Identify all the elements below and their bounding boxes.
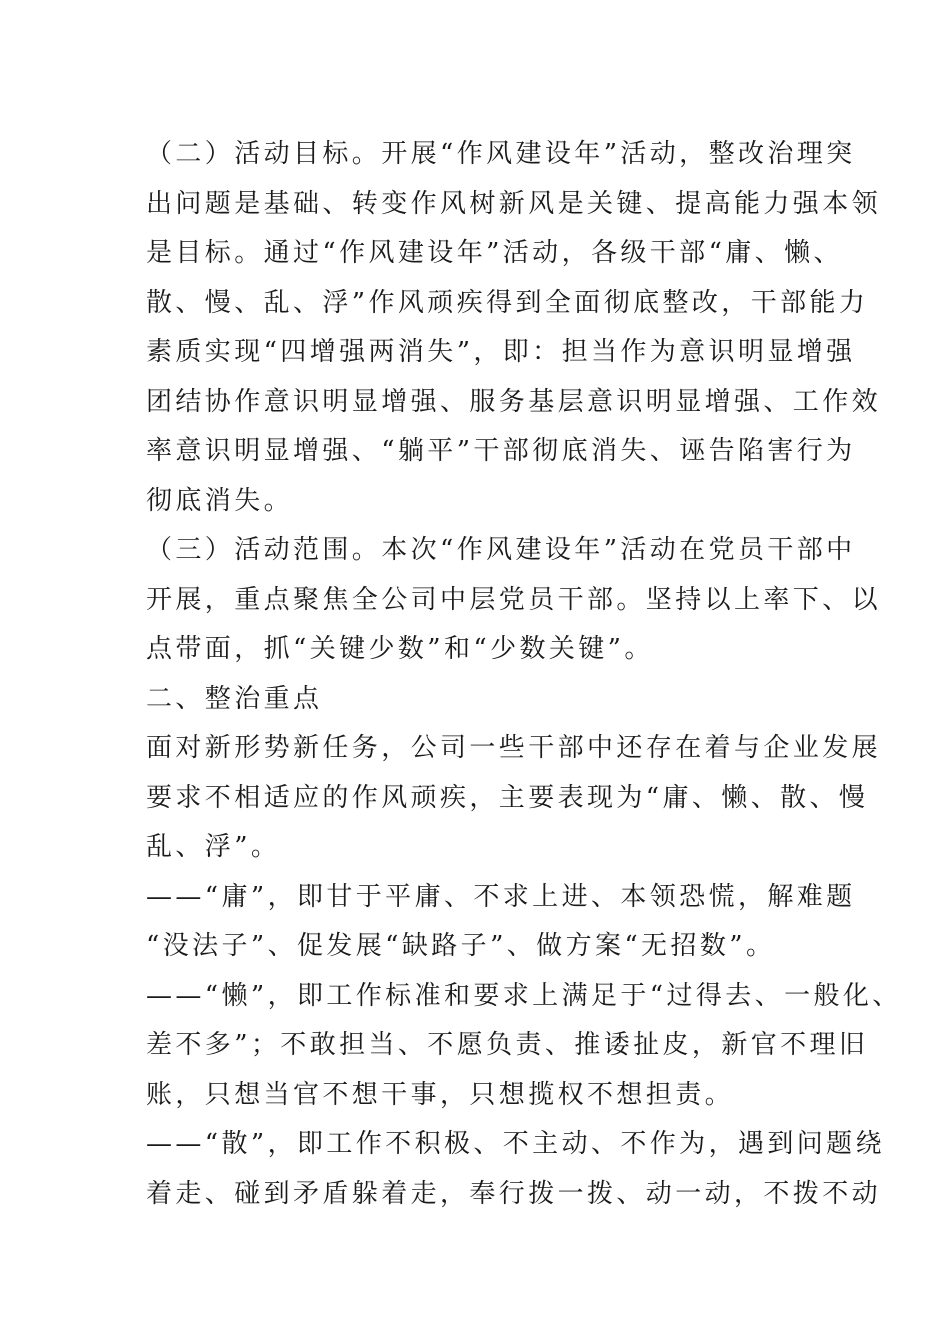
text-line: 要求不相适应的作风顽疾，主要表现为“庸、懒、散、慢	[146, 782, 869, 813]
text-line: 是目标。通过“作风建设年”活动，各级干部“庸、懒、	[146, 238, 843, 268]
text-line: 率意识明显增强、“躺平”干部彻底消失、诬告陷害行为	[146, 436, 856, 466]
text-line: （二）活动目标。开展“作风建设年”活动，整改治理突	[146, 139, 856, 169]
text-line: 彻底消失。	[146, 485, 294, 516]
section-heading: 二、整治重点	[146, 683, 323, 714]
text-line: ——“庸”，即甘于平庸、不求上进、本领恐慌，解难题	[146, 881, 856, 912]
text-line: 账，只想当官不想干事，只想揽权不想担责。	[146, 1079, 735, 1110]
text-line: 差不多”；不敢担当、不愿负责、推诿扯皮，新官不理旧	[146, 1030, 869, 1060]
text-line: “没法子”、促发展“缺路子”、做方案“无招数”。	[146, 931, 776, 961]
text-line: 散、慢、乱、浮”作风顽疾得到全面彻底整改，干部能力	[146, 287, 869, 318]
text-line: 出问题是基础、转变作风树新风是关键、提高能力强本领	[146, 188, 882, 219]
text-line: 面对新形势新任务，公司一些干部中还存在着与企业发展	[146, 733, 882, 763]
text-line: 着走、碰到矛盾躲着走，奉行拨一拨、动一动，不拨不动	[146, 1178, 882, 1209]
text-line: 团结协作意识明显增强、服务基层意识明显增强、工作效	[146, 386, 882, 417]
text-line: 乱、浮”。	[146, 832, 281, 862]
document-body	[146, 130, 902, 1219]
text-line: ——“懒”，即工作标准和要求上满足于“过得去、一般化、	[146, 980, 902, 1011]
text-line: 素质实现“四增强两消失”，即：担当作为意识明显增强	[146, 337, 856, 367]
text-line: 开展，重点聚焦全公司中层党员干部。坚持以上率下、以	[146, 584, 882, 615]
text-line: ——“散”，即工作不积极、不主动、不作为，遇到问题绕	[146, 1129, 885, 1159]
text-line: （三）活动范围。本次“作风建设年”活动在党员干部中	[146, 535, 856, 565]
text-line: 点带面，抓“关键少数”和“少数关键”。	[146, 634, 654, 664]
